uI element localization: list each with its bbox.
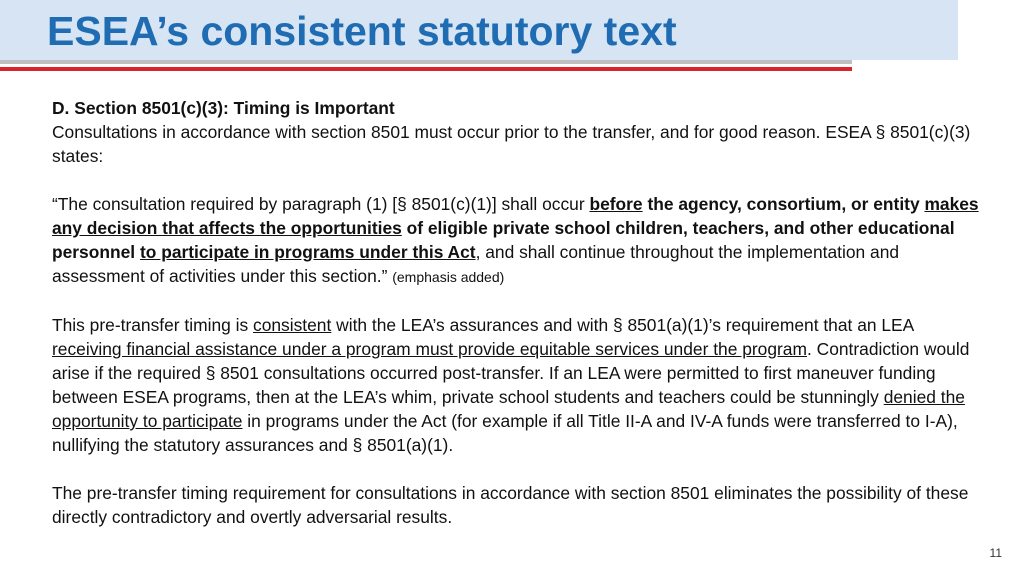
slide-body [52,96,982,529]
quote-emphasis-decision: makes any decision that affects the opportunities [52,194,979,238]
spacer [52,168,982,192]
quote-emphasis-participate: to participate in programs under this Act [139,242,476,262]
gray-divider-rule [0,60,852,64]
section-heading: D. Section 8501(c)(3): Timing is Important [52,98,395,118]
paragraph-text: with the LEA’s assurances and with § 8501(a)(1)’s requirement that an LEA [331,315,914,335]
title-band [0,0,958,60]
slide-title: ESEA’s consistent statutory text [47,8,677,54]
quote-text: , and shall continue throughout the implementation and assessment of activities under this section.” [52,242,900,286]
paragraph-text: in programs under the Act (for example if all Title II-A and IV-A funds were transferred to I-A), nullifying the statutory assurances and § 8501(a)(1). [52,411,958,455]
spacer [52,457,982,481]
section-intro: Consultations in accordance with section 8501 must occur prior to the transfer, and for good reason. ESEA § 8501(c)(3) states: [52,122,971,166]
page-number: 11 [989,546,1002,560]
red-divider-rule [0,67,852,71]
quote-text: “The consultation required by paragraph (1) [§ 8501(c)(1)] shall occur [52,194,590,214]
quote-bold-text: of eligible private school children, teachers, and other educational personnel [52,218,955,262]
spacer [52,289,982,313]
underlined-requirement: receiving financial assistance under a program must provide equitable services under the program [52,339,807,359]
emphasis-note: (emphasis added) [392,269,505,285]
underlined-consistent: consistent [253,315,332,335]
underlined-denied: denied the opportunity to participate [52,387,965,431]
quote-bold-text: the agency, consortium, or entity [642,194,925,214]
paragraph-text: . Contradiction would arise if the required § 8501 consultations occurred post-transfer. If an LEA were permitted to first maneuver funding between ESEA programs, then at the LEA’s whim, private school students and teachers could be stunningly [52,339,970,407]
conclusion-paragraph: The pre-transfer timing requirement for consultations in accordance with section 8501 eliminates the possibility of these directly contradictory and overtly adversarial results. [52,483,969,527]
statute-quote [52,192,982,289]
timing-paragraph [52,313,982,457]
paragraph-text: This pre-transfer timing is [52,315,254,335]
quote-emphasis-before: before [589,194,643,214]
